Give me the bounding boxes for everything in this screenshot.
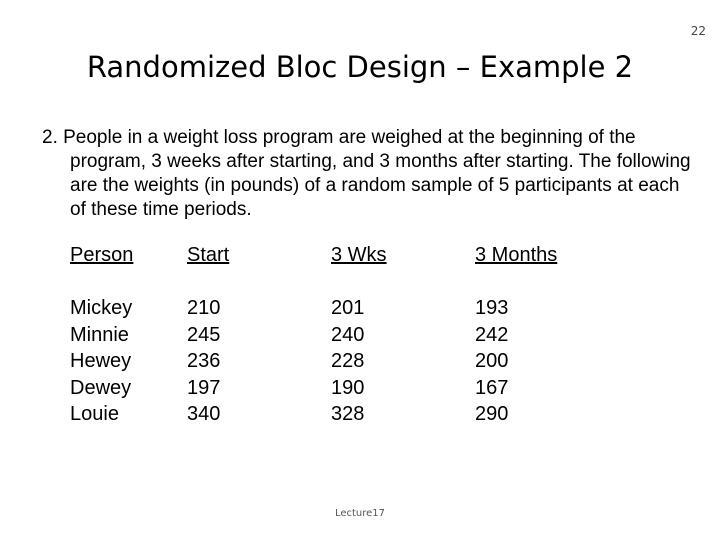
cell-3months-4: 167	[475, 376, 509, 399]
cell-3wks-1: 201	[331, 297, 365, 319]
cell-3wks-3: 228	[331, 350, 365, 372]
cell-3wks-2: 240	[331, 323, 365, 346]
cell-3months-3: 200	[475, 350, 509, 372]
cell-3months-2: 242	[475, 323, 509, 346]
header-start: Start	[187, 244, 230, 266]
cell-person-4: Dewey	[70, 376, 132, 399]
cell-3wks-5: 328	[331, 403, 365, 425]
cell-start-5: 340	[187, 403, 221, 425]
column-person	[70, 242, 133, 428]
cell-start-4: 197	[187, 376, 221, 399]
cell-start-3: 236	[187, 350, 221, 372]
cell-person-5: Louie	[70, 403, 119, 425]
problem-paragraph: 2. People in a weight loss program are weighed at the beginning of the program, 3 weeks after starting, and 3 months after starting. The following are the weights (in pounds) of a random sample of 5 participants at each of these time periods.	[42, 127, 691, 220]
header-3months: 3 Months	[475, 244, 558, 266]
cell-person-1: Mickey	[70, 297, 133, 319]
cell-3months-1: 193	[475, 297, 509, 319]
cell-3wks-4: 190	[331, 376, 365, 399]
cell-3months-5: 290	[475, 403, 509, 425]
column-3months	[475, 242, 557, 428]
header-3wks: 3 Wks	[331, 244, 387, 266]
cell-start-2: 245	[187, 323, 221, 346]
cell-person-3: Hewey	[70, 350, 132, 372]
header-person: Person	[70, 244, 134, 266]
problem-statement	[42, 126, 692, 222]
cell-start-1: 210	[187, 297, 221, 319]
footer-label: Lecture17	[334, 508, 386, 519]
column-3wks	[331, 242, 387, 428]
slide-title	[0, 50, 720, 84]
column-start	[187, 242, 229, 428]
cell-person-2: Minnie	[70, 323, 129, 346]
slide-title-text: Randomized Bloc Design – Example 2	[86, 50, 634, 84]
page-number: 22	[690, 24, 706, 38]
